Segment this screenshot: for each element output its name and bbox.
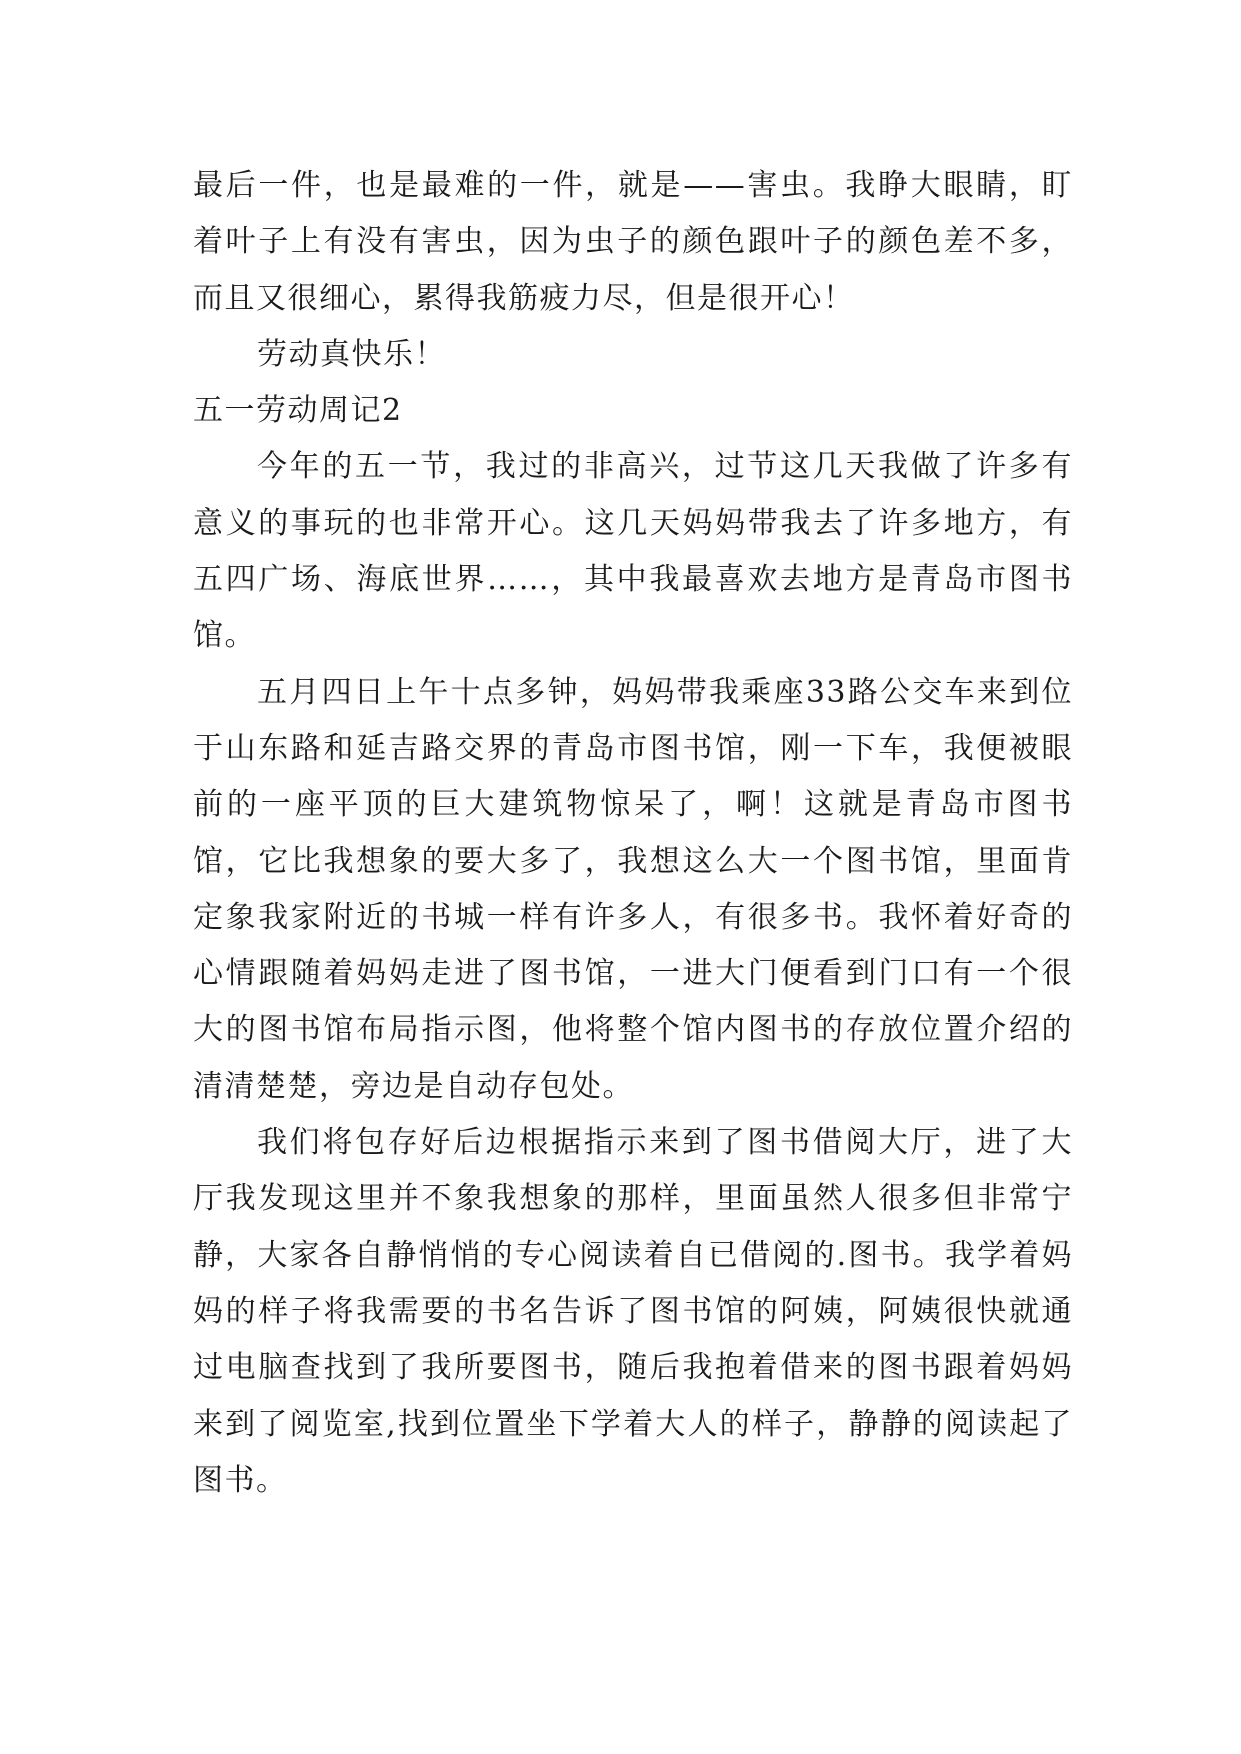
paragraph-reading-hall: 我们将包存好后边根据指示来到了图书借阅大厅，进了大厅我发现这里并不象我想象的那样，里面虽然人很多但非常宁静，大家各自静悄悄的专心阅读着自已借阅的.图书。我学着妈妈的样子将我需要的书名告诉了图书馆的阿姨，阿姨很快就通过电脑查找到了我所要图书，随后我抱着借来的图书跟着妈妈来到了阅览室,找到位置坐下学着大人的样子，静静的阅读起了图书。 [193, 1125, 1073, 1498]
paragraph-continued: 最后一件，也是最难的一件，就是——害虫。我睁大眼睛，盯着叶子上有没有害虫，因为虫子的颜色跟叶子的颜色差不多，而且又很细心，累得我筋疲力尽，但是很开心！ [193, 168, 1073, 316]
section-heading: 五一劳动周记2 [193, 393, 403, 429]
paragraph-intro: 今年的五一节，我过的非高兴，过节这几天我做了许多有意义的事玩的也非常开心。这几天妈妈带我去了许多地方，有五四广场、海底世界……，其中我最喜欢去地方是青岛市图书馆。 [193, 449, 1073, 654]
paragraph-closing: 劳动真快乐！ [257, 336, 446, 372]
paragraph-library-arrival: 五月四日上午十点多钟，妈妈带我乘座33路公交车来到位于山东路和延吉路交界的青岛市图书馆，刚一下车，我便被眼前的一座平顶的巨大建筑物惊呆了，啊！这就是青岛市图书馆，它比我想象的要大多了，我想这么大一个图书馆，里面肯定象我家附近的书城一样有许多人，有很多书。我怀着好奇的心情跟随着妈妈走进了图书馆，一进大门便看到门口有一个很大的图书馆布局指示图，他将整个馆内图书的存放位置介绍的清清楚楚，旁边是自动存包处。 [193, 674, 1073, 1104]
document-body [193, 158, 1073, 1509]
